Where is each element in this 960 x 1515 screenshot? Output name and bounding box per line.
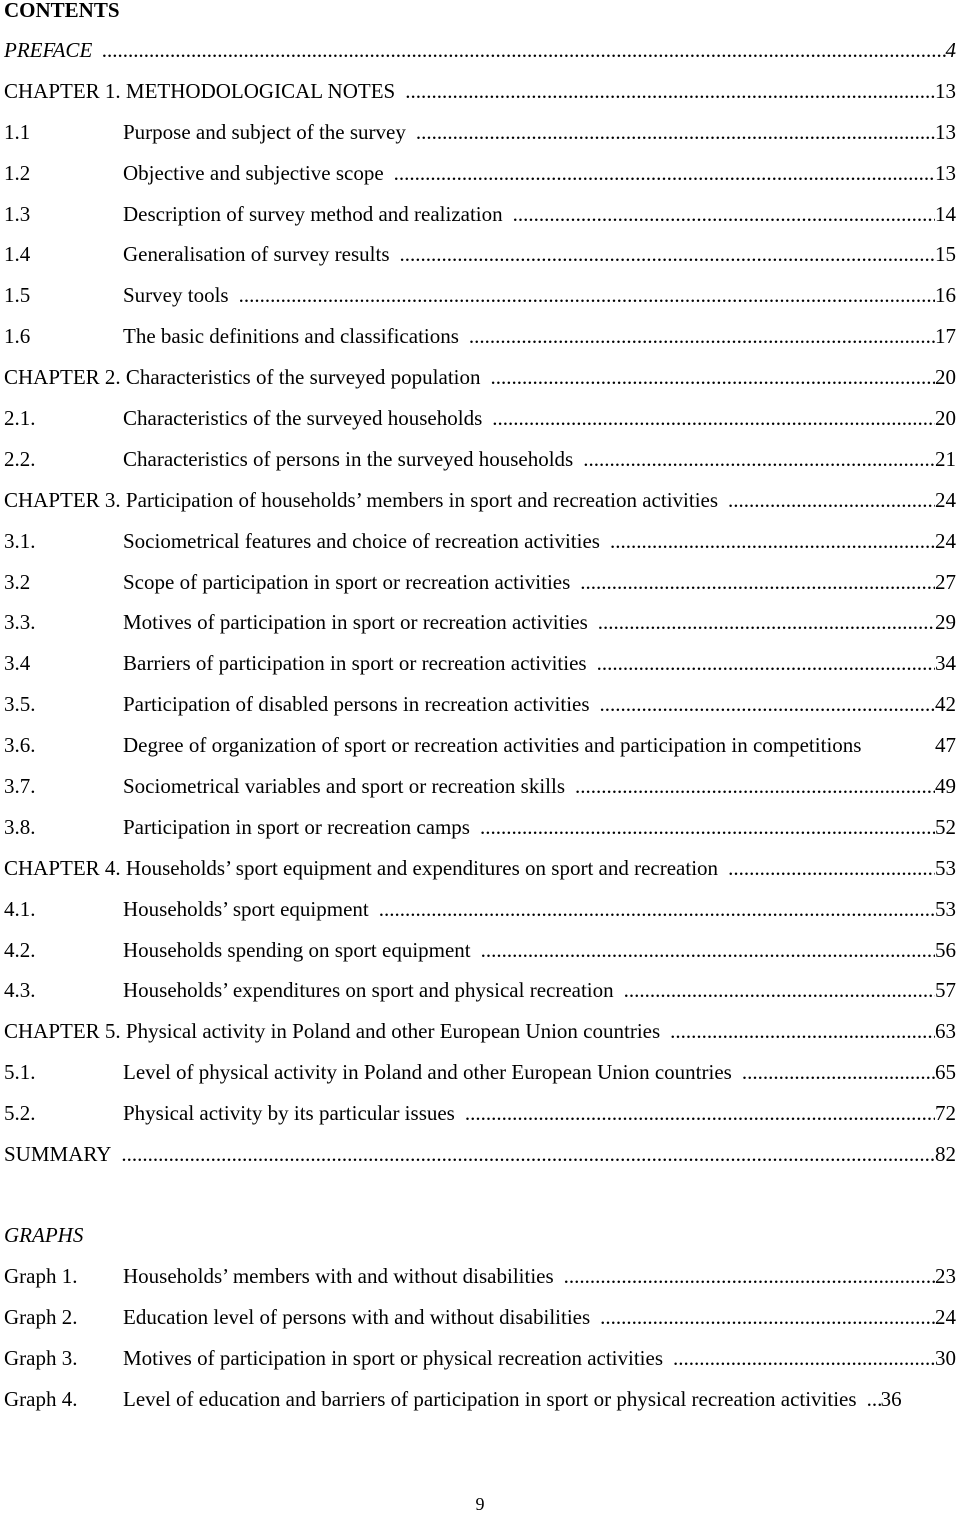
entry-page-number: 42	[935, 692, 956, 717]
toc-entry[interactable]	[4, 684, 956, 725]
dot-leader	[610, 521, 935, 562]
dot-leader	[480, 807, 935, 848]
entry-number: Graph 4.	[4, 1386, 78, 1411]
entry-title: Motives of participation in sport or physical recreation activities	[123, 1345, 664, 1370]
entry-page-number: 57	[935, 978, 956, 1003]
entry-title: Generalisation of survey results	[123, 242, 390, 267]
toc-entry[interactable]	[4, 602, 956, 643]
dot-leader	[583, 439, 935, 480]
entry-page-number: 29	[935, 610, 956, 635]
dot-leader	[624, 970, 935, 1011]
graph-entry[interactable]	[4, 1297, 956, 1338]
entry-page-number: 49	[935, 774, 956, 799]
entry-page-number: 27	[935, 569, 956, 594]
entry-title: CHAPTER 3. Participation of households’ members in sport and recreation activities	[4, 487, 719, 512]
entry-title: The basic definitions and classifications	[123, 324, 459, 349]
dot-leader	[600, 684, 935, 725]
entry-number: 1.4	[4, 242, 31, 267]
list-of-graphs	[4, 1256, 956, 1420]
entry-page-number: 4	[945, 38, 956, 62]
dot-leader	[465, 1093, 935, 1134]
entry-number: 3.6.	[4, 733, 36, 758]
entry-page-number: 17	[935, 324, 956, 349]
entry-number: 3.3.	[4, 610, 36, 635]
toc-entry[interactable]	[4, 766, 956, 807]
entry-page-number: 24	[935, 528, 956, 553]
entry-number: 4.3.	[4, 978, 36, 1003]
toc-entry[interactable]	[4, 1093, 956, 1134]
entry-number: 1.6	[4, 324, 31, 349]
toc-entry[interactable]	[4, 725, 956, 766]
dot-leader	[670, 1011, 935, 1052]
dot-leader	[597, 643, 935, 684]
entry-title: Participation of disabled persons in recreation activities	[123, 692, 590, 717]
entry-number: 5.1.	[4, 1060, 36, 1085]
graph-entry[interactable]	[4, 1379, 956, 1420]
entry-number: 1.2	[4, 160, 31, 185]
dot-leader	[575, 766, 935, 807]
entry-number: 2.1.	[4, 406, 36, 431]
dot-leader	[564, 1256, 935, 1297]
entry-title: Physical activity by its particular issues	[123, 1101, 455, 1126]
entry-page-number: 15	[935, 242, 956, 267]
page-number: 9	[475, 1494, 485, 1514]
entry-title: Degree of organization of sport or recreation activities and participation in competitions	[123, 733, 862, 758]
entry-page-number: 14	[935, 201, 956, 226]
entry-number: 2.2.	[4, 446, 36, 471]
entry-title: PREFACE	[4, 38, 93, 62]
toc-entry[interactable]	[4, 71, 956, 112]
toc-entry[interactable]	[4, 521, 956, 562]
dot-leader	[394, 153, 935, 194]
entry-number: 3.7.	[4, 774, 36, 799]
toc-entry[interactable]	[4, 398, 956, 439]
entry-page-number: 65	[935, 1060, 956, 1085]
entry-title: Sociometrical features and choice of recreation activities	[123, 528, 600, 553]
entry-title: CHAPTER 1. METHODOLOGICAL NOTES	[4, 78, 396, 103]
dot-leader	[379, 889, 935, 930]
dot-leader	[867, 1379, 881, 1420]
entry-number: 3.1.	[4, 528, 36, 553]
entry-page-number: 56	[935, 937, 956, 962]
entry-page-number: 63	[935, 1019, 956, 1044]
entry-number: Graph 3.	[4, 1345, 78, 1370]
entry-number: Graph 1.	[4, 1264, 78, 1288]
entry-page-number: 72	[935, 1101, 956, 1126]
toc-entry[interactable]	[4, 30, 956, 71]
entry-title: Level of physical activity in Poland and other European Union countries	[123, 1060, 732, 1085]
entry-title: Motives of participation in sport or recreation activities	[123, 610, 588, 635]
toc-entry[interactable]	[4, 153, 956, 194]
entry-number: 4.2.	[4, 937, 36, 962]
toc-entry[interactable]	[4, 1134, 956, 1175]
graphs-heading: GRAPHS	[4, 1223, 84, 1247]
entry-page-number: 13	[935, 119, 956, 144]
entry-title: SUMMARY	[4, 1142, 112, 1167]
dot-leader	[400, 234, 935, 275]
entry-title: Barriers of participation in sport or recreation activities	[123, 651, 587, 676]
toc-entry[interactable]	[4, 889, 956, 930]
dot-leader	[728, 848, 935, 889]
entry-title: Households’ members with and without disabilities	[123, 1264, 554, 1288]
entry-title: Survey tools	[123, 283, 229, 308]
entry-number: 1.3	[4, 201, 31, 226]
entry-page-number: 53	[935, 896, 956, 921]
toc-entry[interactable]	[4, 234, 956, 275]
dot-leader	[491, 357, 936, 398]
entry-number: 5.2.	[4, 1101, 36, 1126]
entry-title: CHAPTER 4. Households’ sport equipment and expenditures on sport and recreation	[4, 855, 719, 880]
entry-page-number: 21	[935, 446, 956, 471]
toc-entry[interactable]	[4, 930, 956, 971]
dot-leader	[102, 30, 945, 71]
entry-page-number: 13	[935, 78, 956, 103]
dot-leader	[600, 1297, 935, 1338]
dot-leader	[405, 71, 935, 112]
entry-number: 1.1	[4, 119, 31, 144]
toc-entry[interactable]	[4, 316, 956, 357]
entry-page-number: 36	[880, 1386, 902, 1411]
entry-page-number: 53	[935, 855, 956, 880]
entry-page-number: 24	[935, 1304, 956, 1329]
entry-number: 3.4	[4, 651, 31, 676]
entry-number: 1.5	[4, 283, 31, 308]
entry-title: Participation in sport or recreation camps	[123, 814, 470, 839]
entry-title: Purpose and subject of the survey	[123, 119, 406, 144]
graph-entry[interactable]	[4, 1338, 956, 1379]
dot-leader	[469, 316, 935, 357]
entry-page-number: 34	[935, 651, 956, 676]
entry-title: Scope of participation in sport or recreation activities	[123, 569, 571, 594]
entry-page-number: 24	[935, 487, 956, 512]
toc-entry[interactable]	[4, 194, 956, 235]
entry-title: Households spending on sport equipment	[123, 937, 471, 962]
entry-title: Description of survey method and realization	[123, 201, 503, 226]
entry-title: CHAPTER 2. Characteristics of the surveyed population	[4, 365, 481, 390]
toc-entry[interactable]	[4, 562, 956, 603]
entry-page-number: 47	[935, 733, 956, 758]
entry-number: Graph 2.	[4, 1304, 78, 1329]
toc-entry[interactable]	[4, 112, 956, 153]
entry-page-number: 16	[935, 283, 956, 308]
entry-number: 4.1.	[4, 896, 36, 921]
graph-entry[interactable]	[4, 1256, 956, 1297]
entry-title: Education level of persons with and without disabilities	[123, 1304, 591, 1329]
entry-title: Characteristics of persons in the surveyed households	[123, 446, 574, 471]
entry-page-number: 20	[935, 365, 956, 390]
dot-leader	[121, 1134, 935, 1175]
dot-leader	[239, 275, 935, 316]
entry-page-number: 13	[935, 160, 956, 185]
toc-entry[interactable]	[4, 807, 956, 848]
toc-entry[interactable]	[4, 1011, 956, 1052]
dot-leader	[742, 1052, 935, 1093]
entry-title: CHAPTER 5. Physical activity in Poland and other European Union countries	[4, 1019, 661, 1044]
entry-number: 3.2	[4, 569, 31, 594]
toc-entry[interactable]	[4, 439, 956, 480]
dot-leader	[492, 398, 935, 439]
entry-title: Sociometrical variables and sport or recreation skills	[123, 774, 566, 799]
entry-page-number: 30	[935, 1345, 956, 1370]
toc-entry[interactable]	[4, 275, 956, 316]
entry-page-number: 52	[935, 814, 956, 839]
contents-heading: CONTENTS	[4, 0, 120, 22]
entry-title: Households’ sport equipment	[123, 896, 369, 921]
toc-entry[interactable]	[4, 357, 956, 398]
dot-leader	[598, 602, 935, 643]
dot-leader	[580, 562, 935, 603]
table-of-contents	[4, 30, 956, 1175]
entry-page-number: 82	[935, 1142, 956, 1167]
entry-number: 3.8.	[4, 814, 36, 839]
dot-leader	[481, 930, 935, 971]
entry-title: Level of education and barriers of participation in sport or physical recreation activities	[123, 1386, 857, 1411]
entry-title: Households’ expenditures on sport and physical recreation	[123, 978, 614, 1003]
toc-entry[interactable]	[4, 970, 956, 1011]
toc-entry[interactable]	[4, 1052, 956, 1093]
entry-number: 3.5.	[4, 692, 36, 717]
entry-title: Objective and subjective scope	[123, 160, 384, 185]
toc-entry[interactable]	[4, 848, 956, 889]
dot-leader	[416, 112, 935, 153]
entry-page-number: 20	[935, 406, 956, 431]
entry-page-number: 23	[935, 1264, 956, 1288]
dot-leader	[673, 1338, 935, 1379]
entry-title: Characteristics of the surveyed households	[123, 406, 483, 431]
toc-entry[interactable]	[4, 480, 956, 521]
dot-leader	[513, 194, 935, 235]
dot-leader	[728, 480, 935, 521]
toc-entry[interactable]	[4, 643, 956, 684]
